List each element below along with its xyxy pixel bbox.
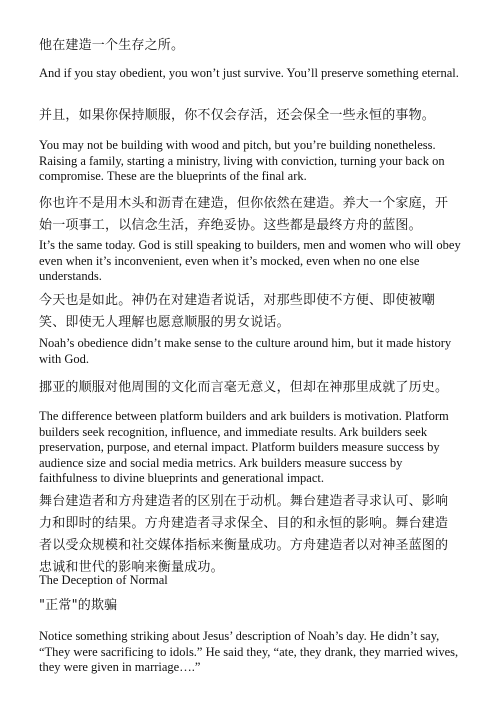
zh-paragraph-4: 今天也是如此。神仍在对建造者说话，对那些即使不方便、即使被嘲笑、即使无人理解也愿意顺服的男女说话。: [39, 293, 436, 330]
en-paragraph-6: Notice something striking about Jesus’ description of Noah’s day. He didn’t say, “They were sacrificing to idols.” He said they, “ate, they drank, they married wives, they were given in marriage….”: [39, 629, 459, 675]
en-paragraph-1: And if you stay obedient, you won’t just survive. You’ll preserve something eternal.: [39, 66, 459, 80]
zh-paragraph-1: 他在建造一个生存之所。: [39, 38, 185, 53]
en-paragraph-3: It’s the same today. God is still speaking to builders, men and women who will obey even when it’s inconvenient, even when it’s mocked, even when no one else understands.: [39, 238, 461, 284]
zh-paragraph-6: 舞台建造者和方舟建造者的区别在于动机。舞台建造者寻求认可、影响力和即时的结果。方舟建造者寻求保全、目的和永恒的影响。舞台建造者以受众规模和社交媒体指标来衡量成功。方舟建造者以对神圣蓝图的忠诚和世代的影响来衡量成功。: [39, 494, 449, 575]
en-paragraph-4: Noah’s obedience didn’t make sense to the culture around him, but it made history with God.: [39, 336, 452, 366]
en-paragraph-5: The difference between platform builders and ark builders is motivation. Platform builders seek recognition, influence, and immediate results. Ark builders seek preservation, purpose, and eternal impact. Platform builders measure success by audience size and social media metrics. Ark builders measure success by faithfulness to divine blueprints and generational impact.: [39, 409, 449, 486]
zh-paragraph-5: 挪亚的顺服对他周围的文化而言毫无意义，但却在神那里成就了历史。: [39, 380, 449, 395]
section-heading-zh: "正常"的欺骗: [39, 598, 118, 613]
zh-paragraph-2: 并且，如果你保持顺服，你不仅会存活，还会保全一些永恒的事物。: [39, 108, 436, 123]
en-paragraph-2: You may not be building with wood and pitch, but you’re building nonetheless. Raising a family, starting a ministry, living with conviction, turning your back on compromise. These are the blueprints of the final ark.: [39, 138, 445, 184]
zh-paragraph-3: 你也许不是用木头和沥青在建造，但你依然在建造。养大一个家庭，开始一项事工，以信念生活，弃绝妥协。这些都是最终方舟的蓝图。: [39, 196, 449, 233]
section-heading-en: The Deception of Normal: [39, 573, 168, 587]
